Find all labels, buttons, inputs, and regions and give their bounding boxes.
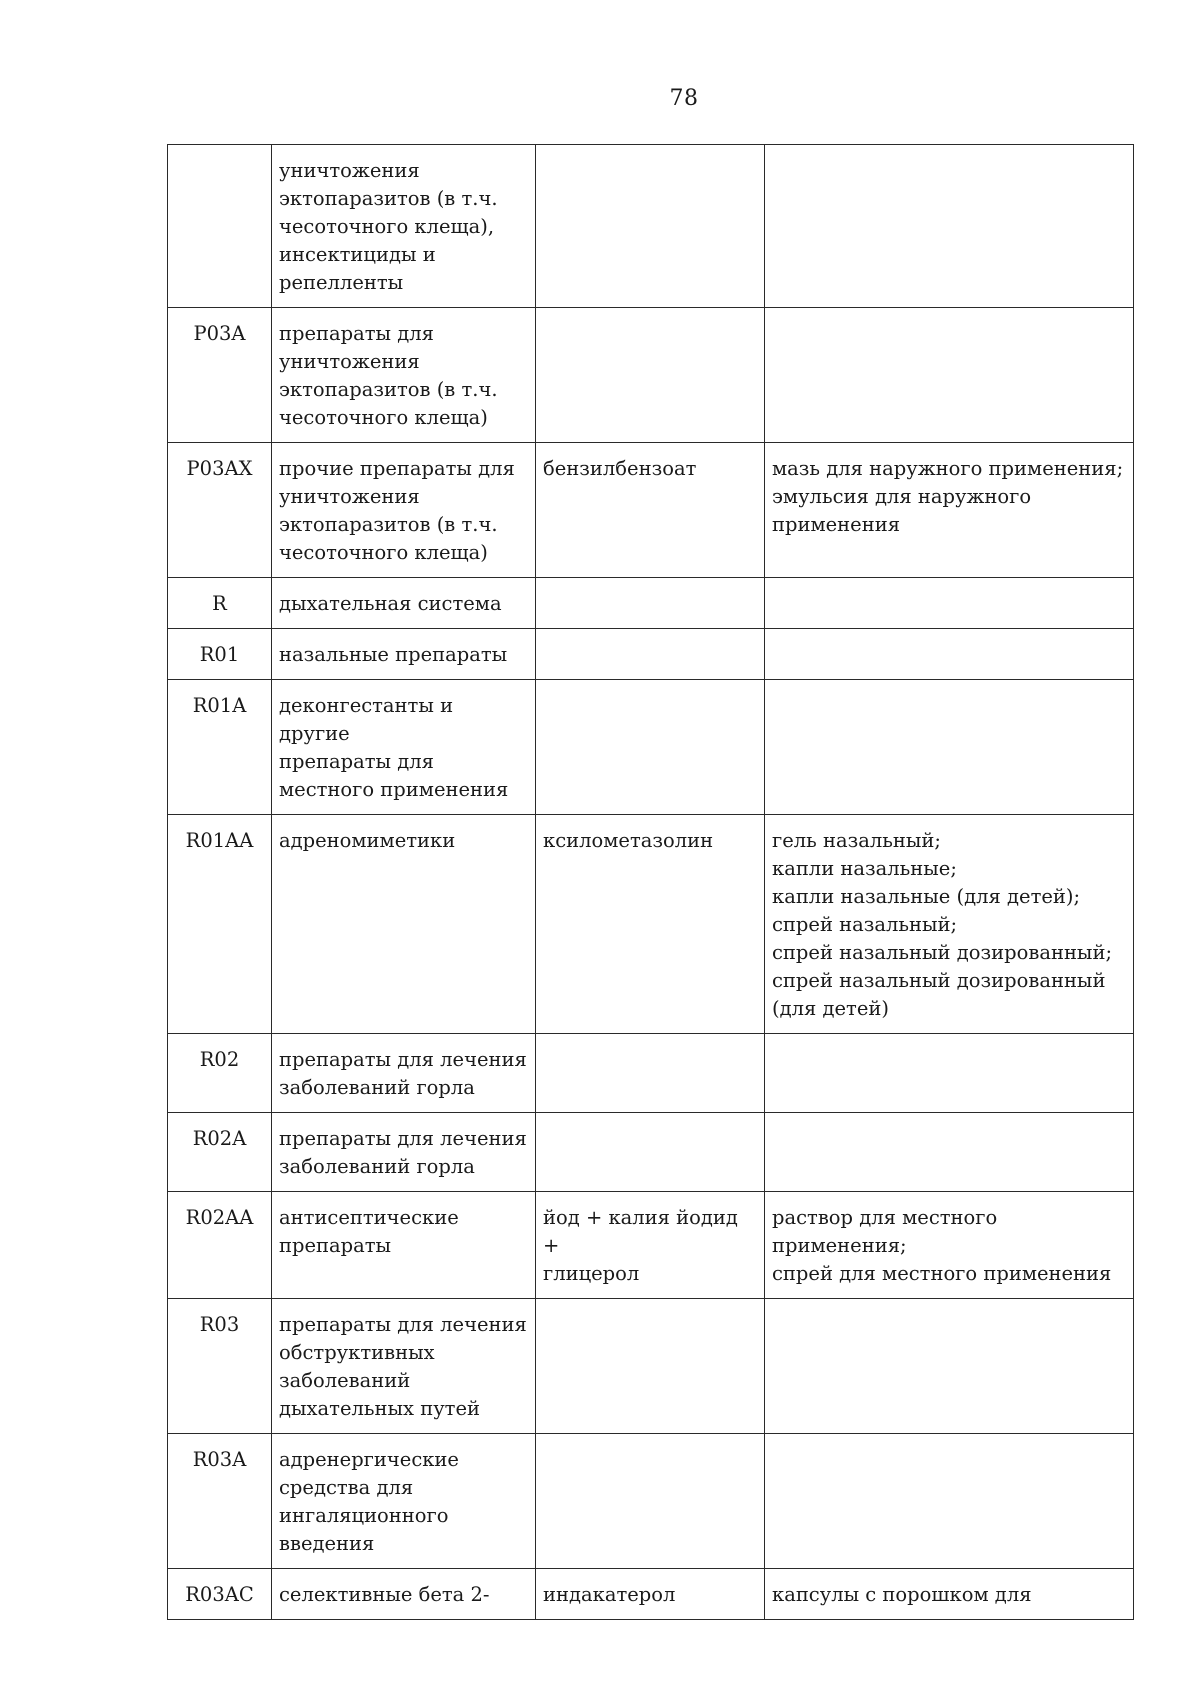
atc-code-cell: P03A xyxy=(168,308,272,443)
pharmacological-group-cell: препараты для лечения заболеваний горла xyxy=(272,1034,536,1113)
table-row xyxy=(168,443,1134,578)
page-number: 78 xyxy=(669,86,699,111)
dosage-form-cell xyxy=(765,1434,1134,1569)
table-row xyxy=(168,578,1134,629)
pharmacological-group-cell: уничтожения эктопаразитов (в т.ч. чесоточного клеща), инсектициды и репелленты xyxy=(272,145,536,308)
dosage-form-cell: гель назальный; капли назальные; капли назальные (для детей); спрей назальный; спрей назальный дозированный; спрей назальный дозированный (для детей) xyxy=(765,815,1134,1034)
drug-classification-table xyxy=(167,144,1134,1620)
active-substance-cell xyxy=(536,1034,765,1113)
atc-code-cell: R02 xyxy=(168,1034,272,1113)
dosage-form-cell xyxy=(765,629,1134,680)
atc-code-cell: P03AX xyxy=(168,443,272,578)
table-row xyxy=(168,680,1134,815)
dosage-form-cell xyxy=(765,1299,1134,1434)
pharmacological-group-cell: препараты для лечения заболеваний горла xyxy=(272,1113,536,1192)
table-row xyxy=(168,1569,1134,1620)
pharmacological-group-cell: прочие препараты для уничтожения эктопаразитов (в т.ч. чесоточного клеща) xyxy=(272,443,536,578)
active-substance-cell: йод + калия йодид + глицерол xyxy=(536,1192,765,1299)
table-row xyxy=(168,1299,1134,1434)
dosage-form-cell: мазь для наружного применения; эмульсия для наружного применения xyxy=(765,443,1134,578)
atc-code-cell: R03AC xyxy=(168,1569,272,1620)
atc-code-cell: R03A xyxy=(168,1434,272,1569)
dosage-form-cell xyxy=(765,578,1134,629)
active-substance-cell xyxy=(536,1113,765,1192)
pharmacological-group-cell: селективные бета 2- xyxy=(272,1569,536,1620)
dosage-form-cell: капсулы с порошком для xyxy=(765,1569,1134,1620)
table-row xyxy=(168,1113,1134,1192)
table-row xyxy=(168,145,1134,308)
active-substance-cell xyxy=(536,1299,765,1434)
active-substance-cell: индакатерол xyxy=(536,1569,765,1620)
dosage-form-cell xyxy=(765,308,1134,443)
active-substance-cell xyxy=(536,578,765,629)
active-substance-cell: ксилометазолин xyxy=(536,815,765,1034)
active-substance-cell xyxy=(536,145,765,308)
active-substance-cell: бензилбензоат xyxy=(536,443,765,578)
pharmacological-group-cell: препараты для уничтожения эктопаразитов (в т.ч. чесоточного клеща) xyxy=(272,308,536,443)
table-row xyxy=(168,815,1134,1034)
table-body xyxy=(168,145,1134,1620)
pharmacological-group-cell: адренергические средства для ингаляционного введения xyxy=(272,1434,536,1569)
dosage-form-cell xyxy=(765,1034,1134,1113)
atc-code-cell: R03 xyxy=(168,1299,272,1434)
pharmacological-group-cell: деконгестанты и другие препараты для местного применения xyxy=(272,680,536,815)
active-substance-cell xyxy=(536,308,765,443)
pharmacological-group-cell: адреномиметики xyxy=(272,815,536,1034)
dosage-form-cell xyxy=(765,680,1134,815)
atc-code-cell: R02A xyxy=(168,1113,272,1192)
atc-code-cell: R xyxy=(168,578,272,629)
table-row xyxy=(168,629,1134,680)
table-row xyxy=(168,1034,1134,1113)
pharmacological-group-cell: дыхательная система xyxy=(272,578,536,629)
atc-code-cell: R02AA xyxy=(168,1192,272,1299)
table-row xyxy=(168,308,1134,443)
atc-code-cell: R01A xyxy=(168,680,272,815)
active-substance-cell xyxy=(536,629,765,680)
active-substance-cell xyxy=(536,680,765,815)
atc-code-cell: R01AA xyxy=(168,815,272,1034)
pharmacological-group-cell: назальные препараты xyxy=(272,629,536,680)
atc-code-cell xyxy=(168,145,272,308)
pharmacological-group-cell: препараты для лечения обструктивных заболеваний дыхательных путей xyxy=(272,1299,536,1434)
pharmacological-group-cell: антисептические препараты xyxy=(272,1192,536,1299)
table-row xyxy=(168,1192,1134,1299)
atc-code-cell: R01 xyxy=(168,629,272,680)
table-row xyxy=(168,1434,1134,1569)
dosage-form-cell: раствор для местного применения; спрей для местного применения xyxy=(765,1192,1134,1299)
dosage-form-cell xyxy=(765,145,1134,308)
active-substance-cell xyxy=(536,1434,765,1569)
dosage-form-cell xyxy=(765,1113,1134,1192)
